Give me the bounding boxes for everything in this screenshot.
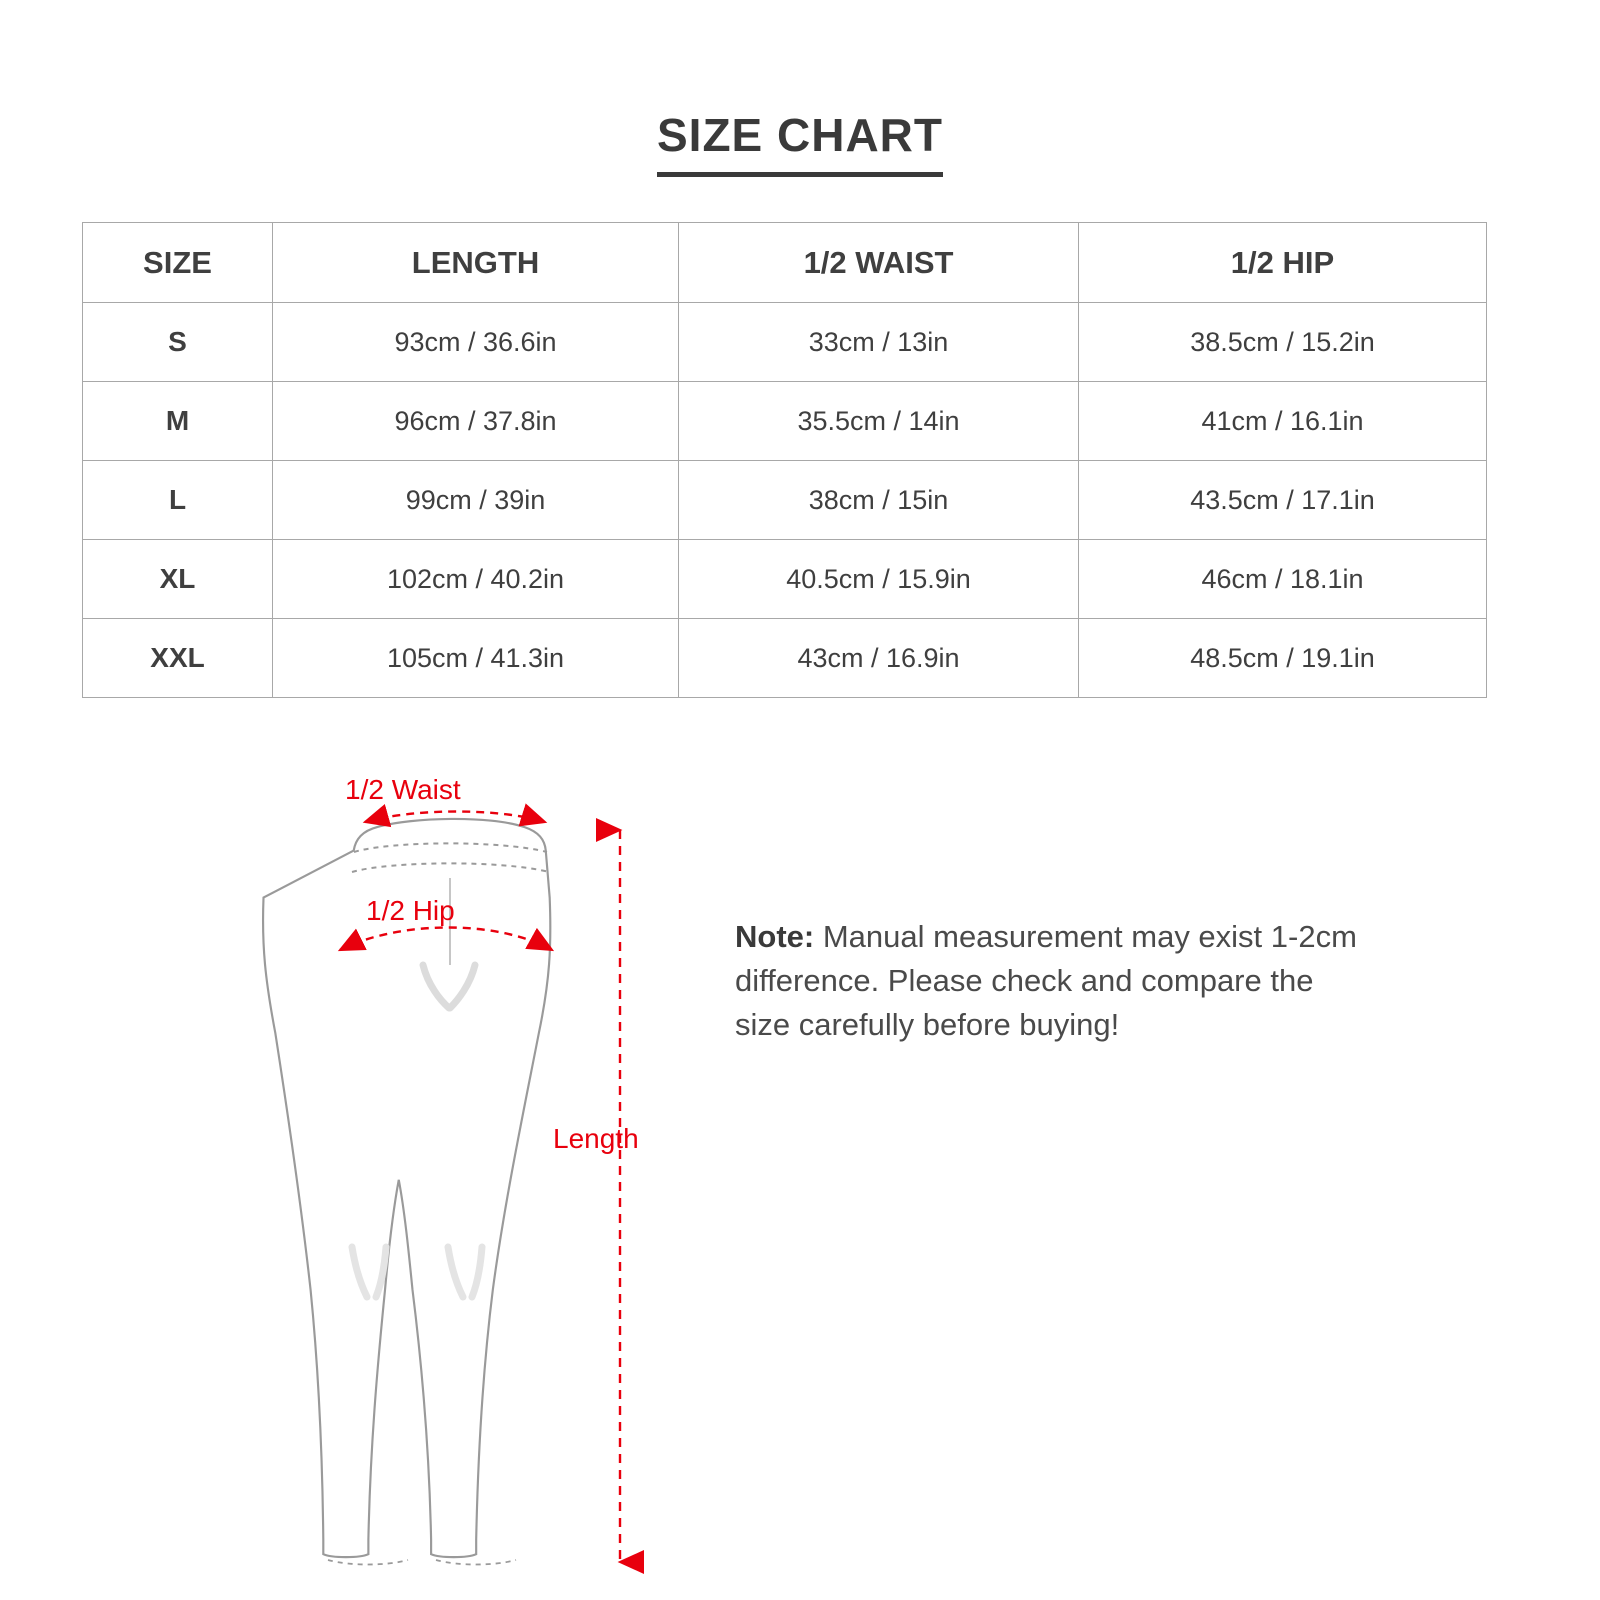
table-row xyxy=(83,619,1487,698)
note-body: Manual measurement may exist 1-2cm difference. Please check and compare the size carefully before buying! xyxy=(735,919,1357,1043)
cell-size: L xyxy=(83,461,273,540)
size-table xyxy=(82,222,1487,698)
cell-hip: 46cm / 18.1in xyxy=(1079,540,1487,619)
hem-lines xyxy=(328,1560,516,1565)
cell-size: S xyxy=(83,303,273,382)
cell-hip: 48.5cm / 19.1in xyxy=(1079,619,1487,698)
waist-measure-label: 1/2 Waist xyxy=(345,774,461,805)
cell-waist: 40.5cm / 15.9in xyxy=(679,540,1079,619)
page-title-text: SIZE CHART xyxy=(657,108,943,177)
cell-hip: 38.5cm / 15.2in xyxy=(1079,303,1487,382)
cell-waist: 33cm / 13in xyxy=(679,303,1079,382)
cell-size: XL xyxy=(83,540,273,619)
cell-size: M xyxy=(83,382,273,461)
table-row xyxy=(83,461,1487,540)
column-header-size: SIZE xyxy=(83,223,273,303)
cell-length: 105cm / 41.3in xyxy=(273,619,679,698)
column-header-waist: 1/2 WAIST xyxy=(679,223,1079,303)
note-prefix: Note: xyxy=(735,919,815,954)
cell-waist: 35.5cm / 14in xyxy=(679,382,1079,461)
hip-measure-label: 1/2 Hip xyxy=(366,895,455,926)
table-row xyxy=(83,382,1487,461)
table-row xyxy=(83,540,1487,619)
table-header-row xyxy=(83,223,1487,303)
cell-hip: 43.5cm / 17.1in xyxy=(1079,461,1487,540)
table-row xyxy=(83,303,1487,382)
cell-hip: 41cm / 16.1in xyxy=(1079,382,1487,461)
length-measure-label: Length xyxy=(553,1123,639,1154)
cell-waist: 38cm / 15in xyxy=(679,461,1079,540)
cell-length: 93cm / 36.6in xyxy=(273,303,679,382)
page-title xyxy=(0,108,1600,177)
cell-waist: 43cm / 16.9in xyxy=(679,619,1079,698)
column-header-hip: 1/2 HIP xyxy=(1079,223,1487,303)
cell-length: 96cm / 37.8in xyxy=(273,382,679,461)
column-header-length: LENGTH xyxy=(273,223,679,303)
leggings-diagram xyxy=(200,760,720,1580)
cell-size: XXL xyxy=(83,619,273,698)
note-text xyxy=(735,915,1375,1047)
garment-outline xyxy=(263,819,550,1557)
cell-length: 102cm / 40.2in xyxy=(273,540,679,619)
cell-length: 99cm / 39in xyxy=(273,461,679,540)
